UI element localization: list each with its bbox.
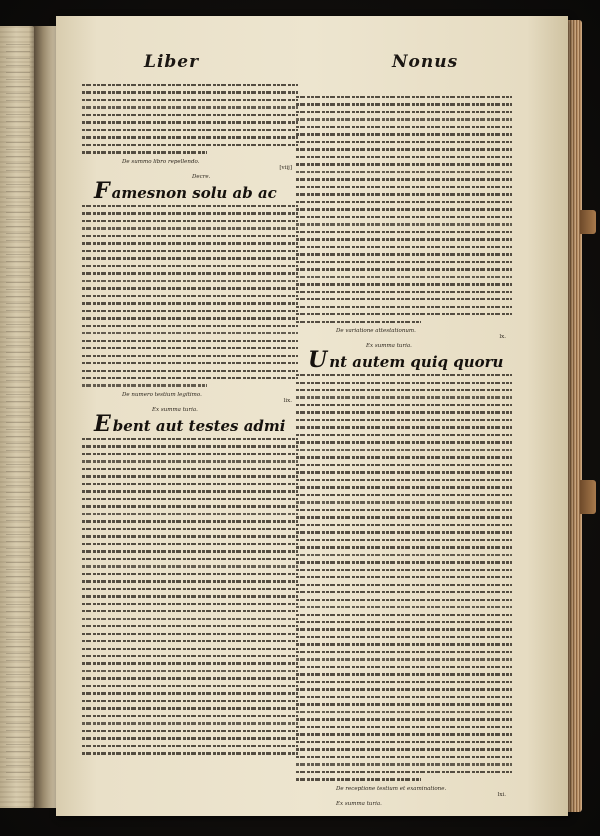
- text-line: [82, 347, 298, 349]
- section-rubric: [94, 177, 298, 204]
- text-line: [296, 291, 512, 293]
- text-line: [82, 655, 298, 657]
- text-line: [296, 584, 512, 586]
- text-line: [296, 576, 512, 578]
- text-line: [82, 700, 298, 702]
- text-line: [296, 103, 512, 105]
- text-line: [82, 677, 298, 679]
- text-line: [82, 91, 298, 93]
- text-line: [82, 685, 298, 687]
- text-line: [296, 666, 512, 668]
- running-head-right: Nonus: [392, 52, 459, 72]
- text-line: [82, 610, 298, 612]
- text-line: [296, 283, 512, 285]
- text-line: [82, 205, 298, 207]
- text-line: [82, 648, 298, 650]
- text-line: [82, 129, 298, 131]
- text-line: [82, 715, 298, 717]
- section-source: Ex summa turia.: [366, 343, 412, 350]
- text-line: [296, 733, 512, 735]
- text-line: [296, 306, 512, 308]
- book-gutter: [34, 26, 58, 808]
- text-line: [82, 310, 298, 312]
- section-heading: De variatione attestationum.: [336, 328, 416, 335]
- text-line: [296, 163, 512, 165]
- text-line: [296, 223, 512, 225]
- text-line: [296, 193, 512, 195]
- page-tab-upper: [580, 210, 596, 234]
- text-line: [296, 126, 512, 128]
- text-line: [82, 730, 298, 732]
- text-line: [296, 688, 512, 690]
- text-line: [296, 434, 512, 436]
- rubric-text: bent aut testes admi: [112, 416, 286, 435]
- page-tab-lower: [580, 480, 596, 514]
- text-line: [82, 618, 298, 620]
- text-line: [82, 257, 298, 259]
- text-line: [296, 539, 512, 541]
- text-line: [296, 516, 512, 518]
- text-line: [296, 148, 512, 150]
- text-line: [82, 460, 298, 462]
- text-line: [82, 377, 298, 379]
- text-line: [82, 99, 298, 101]
- text-line: [82, 475, 298, 477]
- section-number: lix.: [283, 397, 292, 404]
- text-line: [296, 111, 512, 113]
- text-line: [296, 276, 512, 278]
- text-line: [296, 494, 512, 496]
- text-line: [82, 490, 298, 492]
- decorated-initial: F: [94, 177, 110, 204]
- text-line: [82, 543, 298, 545]
- text-block: [82, 438, 298, 755]
- text-line: [82, 280, 298, 282]
- text-line: [82, 265, 298, 267]
- text-line: [82, 121, 298, 123]
- text-line: [82, 445, 298, 447]
- text-line: [296, 141, 512, 143]
- text-line: [296, 703, 512, 705]
- text-line: [296, 456, 512, 458]
- text-line: [296, 696, 512, 698]
- text-line: [82, 295, 298, 297]
- text-line: [296, 561, 512, 563]
- text-block: [296, 96, 512, 323]
- text-line: [82, 670, 298, 672]
- text-line: [296, 486, 512, 488]
- text-line: [296, 411, 512, 413]
- text-line: [82, 737, 298, 739]
- text-line: [296, 382, 512, 384]
- text-line: [296, 599, 512, 601]
- text-line: [82, 227, 298, 229]
- text-line: [296, 404, 512, 406]
- text-line: [296, 673, 512, 675]
- text-line: [296, 681, 512, 683]
- text-line: [296, 426, 512, 428]
- text-line: [296, 771, 512, 773]
- text-line: [82, 483, 298, 485]
- text-line: [296, 711, 512, 713]
- text-line: [82, 745, 298, 747]
- text-line: [296, 449, 512, 451]
- rubric-text: amesnon solu ab ac: [111, 183, 277, 202]
- left-text-column: [82, 84, 298, 760]
- text-line: [296, 178, 512, 180]
- text-line: [82, 144, 298, 146]
- section-heading: De numero testium legitimo.: [122, 391, 202, 398]
- text-line: [296, 201, 512, 203]
- section-number: lx.: [499, 334, 506, 341]
- text-line: [82, 558, 298, 560]
- text-line: [296, 756, 512, 758]
- text-line: [296, 118, 512, 120]
- text-line: [296, 591, 512, 593]
- text-line: [82, 250, 298, 252]
- text-line: [296, 396, 512, 398]
- text-line: [82, 722, 298, 724]
- text-line: [82, 535, 298, 537]
- text-line: [82, 235, 298, 237]
- text-line: [82, 468, 298, 470]
- text-line: [82, 317, 298, 319]
- section-rubric: [308, 347, 512, 374]
- text-line: [296, 313, 512, 315]
- text-line: [82, 528, 298, 530]
- text-line: [296, 658, 512, 660]
- text-line: [82, 151, 207, 153]
- text-line: [296, 96, 512, 98]
- text-line: [296, 374, 512, 376]
- text-line: [296, 156, 512, 158]
- text-line: [296, 748, 512, 750]
- text-block: [82, 84, 298, 154]
- text-line: [296, 171, 512, 173]
- text-line: [296, 509, 512, 511]
- text-line: [82, 588, 298, 590]
- left-page-text-fragment: [6, 40, 30, 780]
- text-line: [82, 453, 298, 455]
- text-line: [296, 726, 512, 728]
- text-line: [82, 603, 298, 605]
- text-line: [296, 261, 512, 263]
- text-line: [296, 216, 512, 218]
- text-line: [296, 186, 512, 188]
- text-line: [82, 625, 298, 627]
- text-line: [82, 220, 298, 222]
- text-line: [82, 212, 298, 214]
- text-line: [296, 606, 512, 608]
- text-line: [296, 133, 512, 135]
- text-line: [82, 370, 298, 372]
- section-source: Ex summa turia.: [152, 406, 198, 413]
- text-line: [296, 268, 512, 270]
- section-heading: De receptione testium et examinatione.: [336, 785, 447, 792]
- text-line: [82, 287, 298, 289]
- section-source: Ex summa turia.: [336, 800, 382, 807]
- text-line: [296, 238, 512, 240]
- text-line: [296, 501, 512, 503]
- text-line: [296, 614, 512, 616]
- section-number: lxi.: [497, 791, 506, 798]
- text-line: [82, 355, 298, 357]
- text-line: [296, 464, 512, 466]
- text-line: [296, 441, 512, 443]
- text-line: [82, 332, 298, 334]
- running-head-left: Liber: [144, 52, 200, 72]
- text-block: [296, 374, 512, 781]
- text-line: [296, 778, 421, 780]
- text-line: [296, 718, 512, 720]
- text-line: [82, 384, 207, 386]
- text-line: [82, 302, 298, 304]
- text-line: [82, 520, 298, 522]
- text-line: [82, 513, 298, 515]
- text-line: [296, 524, 512, 526]
- text-line: [82, 707, 298, 709]
- text-line: [296, 763, 512, 765]
- text-line: [82, 573, 298, 575]
- text-line: [82, 84, 298, 86]
- text-line: [296, 741, 512, 743]
- text-line: [296, 246, 512, 248]
- text-line: [82, 662, 298, 664]
- text-line: [82, 272, 298, 274]
- text-line: [296, 628, 512, 630]
- text-line: [82, 242, 298, 244]
- text-line: [82, 106, 298, 108]
- text-line: [82, 505, 298, 507]
- text-line: [296, 321, 421, 323]
- text-line: [296, 231, 512, 233]
- text-line: [82, 498, 298, 500]
- text-line: [82, 595, 298, 597]
- page-block-edge: [566, 20, 582, 812]
- text-line: [296, 636, 512, 638]
- section-source: Decre.: [192, 173, 211, 180]
- section-rubric: [94, 410, 298, 437]
- text-line: [296, 389, 512, 391]
- text-line: [296, 479, 512, 481]
- text-line: [82, 580, 298, 582]
- text-line: [296, 208, 512, 210]
- text-line: [82, 640, 298, 642]
- text-line: [296, 643, 512, 645]
- right-text-column: [296, 96, 512, 810]
- text-line: [296, 569, 512, 571]
- text-line: [82, 114, 298, 116]
- text-line: [82, 752, 298, 754]
- text-block: [82, 205, 298, 387]
- text-line: [82, 633, 298, 635]
- text-line: [296, 419, 512, 421]
- text-line: [82, 136, 298, 138]
- text-line: [296, 621, 512, 623]
- text-line: [296, 471, 512, 473]
- text-line: [296, 531, 512, 533]
- text-line: [296, 298, 512, 300]
- text-line: [82, 692, 298, 694]
- text-line: [296, 253, 512, 255]
- text-line: [82, 438, 298, 440]
- text-line: [82, 362, 298, 364]
- decorated-initial: U: [308, 347, 328, 374]
- text-line: [296, 546, 512, 548]
- text-line: [296, 554, 512, 556]
- text-line: [296, 651, 512, 653]
- text-line: [82, 340, 298, 342]
- section-heading: De summo libro repellendo.: [122, 158, 200, 165]
- text-line: [82, 325, 298, 327]
- rubric-text: nt autem quiq quoru: [329, 353, 504, 372]
- decorated-initial: E: [94, 410, 111, 437]
- text-line: [82, 565, 298, 567]
- text-line: [82, 550, 298, 552]
- section-number: [viij]: [279, 164, 292, 171]
